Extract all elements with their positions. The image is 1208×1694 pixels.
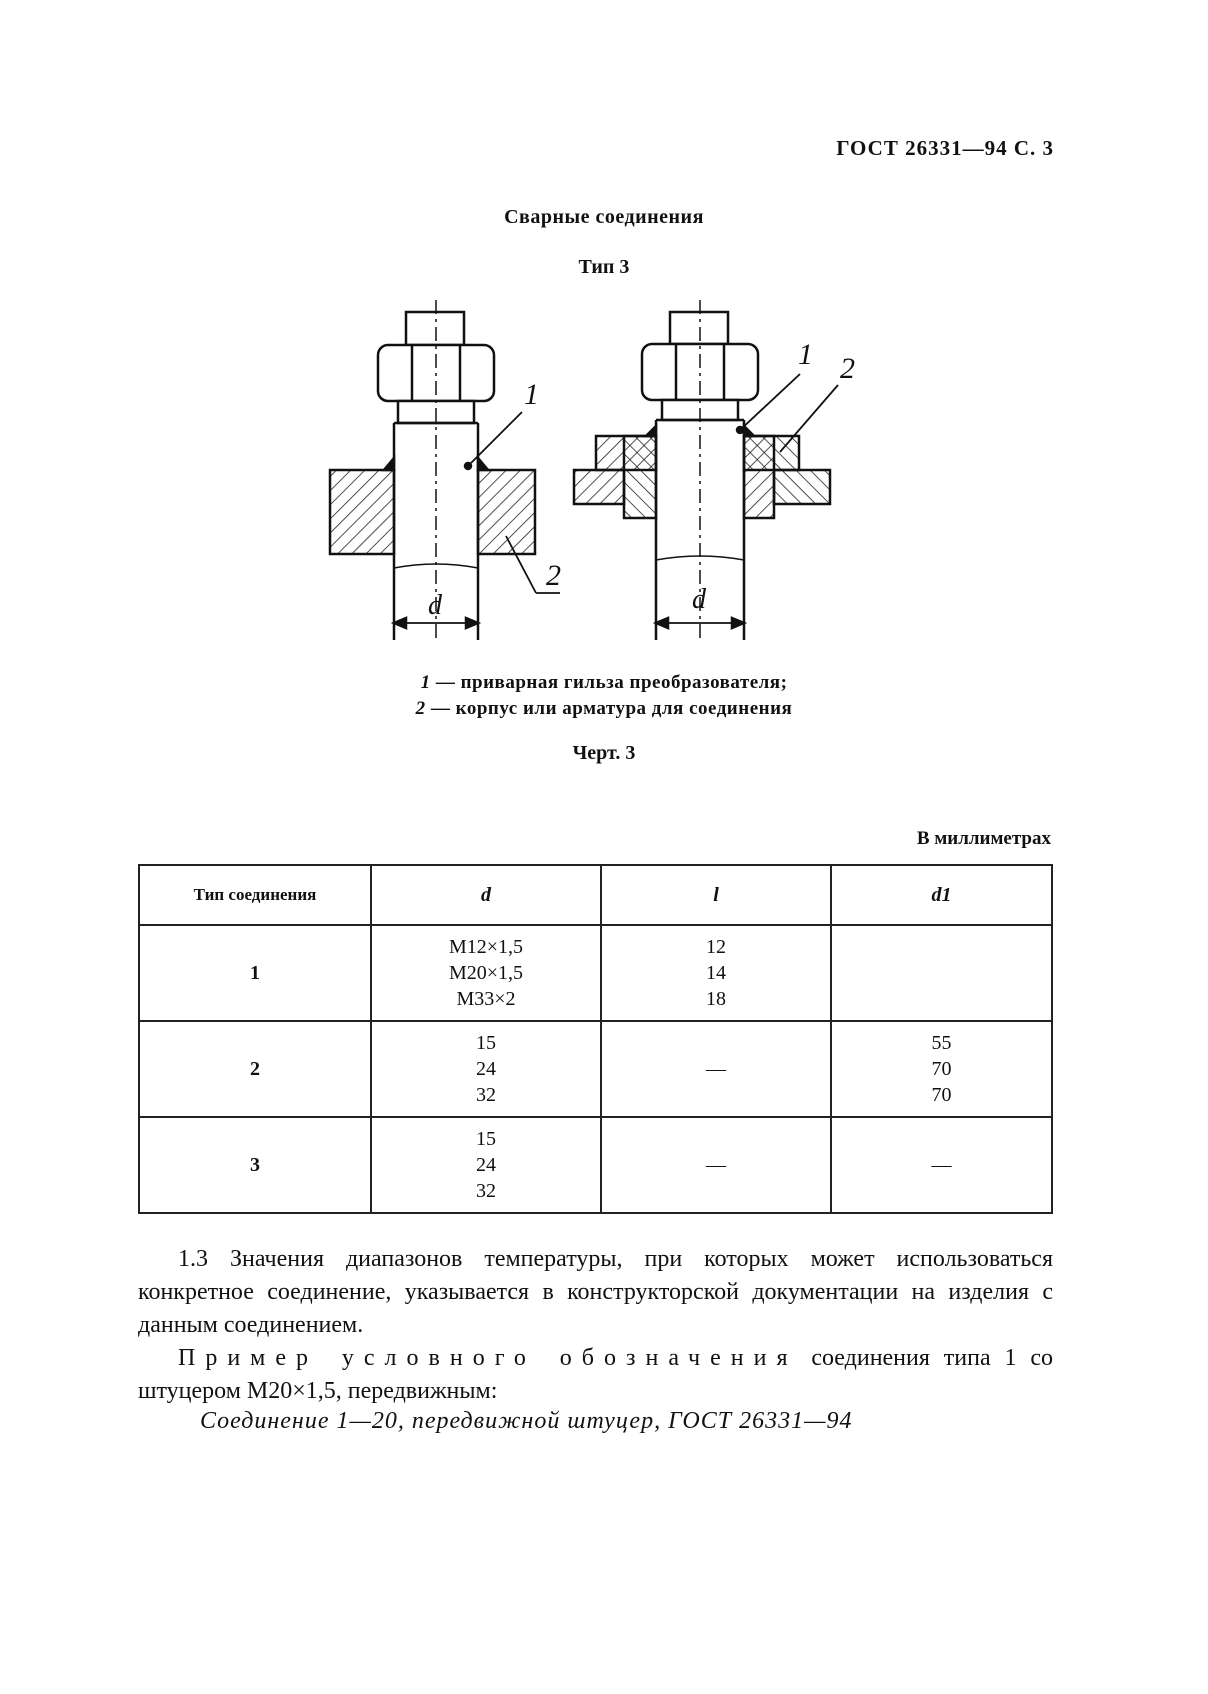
cell-l: — (601, 1021, 831, 1117)
table-row (139, 1021, 1052, 1117)
legend-item-2 (0, 696, 1208, 722)
header-d1: d1 (831, 865, 1052, 925)
example-intro-rest: соединения типа 1 со штуцером M20×1,5, передвижным: (138, 1345, 1053, 1404)
cell-type: 3 (139, 1117, 371, 1213)
table-row (139, 925, 1052, 1021)
cell-d: 15 24 32 (371, 1021, 601, 1117)
type-label: Тип 3 (578, 256, 630, 278)
left-diameter-label: d (428, 590, 442, 621)
spaced-phrase: Пример условного обозначения (178, 1345, 798, 1371)
right-part1-label: 1 (798, 338, 813, 371)
legend-item-1-text: — приварная гильза преобразователя; (435, 672, 788, 693)
cell-d: M12×1,5 M20×1,5 M33×2 (371, 925, 601, 1021)
legend-item-1-number: 1 (420, 672, 431, 693)
section-title: Сварные соединения (504, 206, 704, 228)
cell-d: 15 24 32 (371, 1117, 601, 1213)
legend-item-2-number: 2 (415, 698, 426, 719)
left-part2-label: 2 (546, 559, 561, 592)
table-row (139, 1117, 1052, 1213)
dimensions-table (138, 864, 1053, 1214)
legend-item-1 (0, 670, 1208, 696)
right-diameter-label: d (692, 584, 706, 615)
paragraph-1-3: 1.3 Значения диапазонов температуры, при которых может использоваться конкретное соединение, указывается в конструкторской документации на изделия с данным соединением. (138, 1246, 1053, 1338)
cell-d1: — (831, 1117, 1052, 1213)
header-type: Тип соединения (139, 865, 371, 925)
header-l: l (601, 865, 831, 925)
technical-drawing (0, 290, 1208, 640)
legend-item-2-text: — корпус или арматура для соединения (430, 698, 793, 719)
cell-l: — (601, 1117, 831, 1213)
paragraph-example-intro (138, 1342, 1053, 1408)
left-part1-label: 1 (524, 378, 539, 411)
cell-type: 2 (139, 1021, 371, 1117)
header-d: d (371, 865, 601, 925)
cell-d1 (831, 925, 1052, 1021)
right-part2-label: 2 (840, 352, 855, 385)
figure-caption: Черт. 3 (572, 742, 636, 764)
table-header-row (139, 865, 1052, 925)
cell-d1: 55 70 70 (831, 1021, 1052, 1117)
cell-l: 12 14 18 (601, 925, 831, 1021)
designation-example: Соединение 1—20, передвижной штуцер, ГОСТ 26331—94 (200, 1408, 853, 1434)
cell-type: 1 (139, 925, 371, 1021)
page-header-reference: ГОСТ 26331—94 С. 3 (836, 136, 1054, 160)
left-connection-figure (330, 300, 560, 640)
units-note: В миллиметрах (916, 828, 1051, 849)
figure-legend (0, 670, 1208, 722)
